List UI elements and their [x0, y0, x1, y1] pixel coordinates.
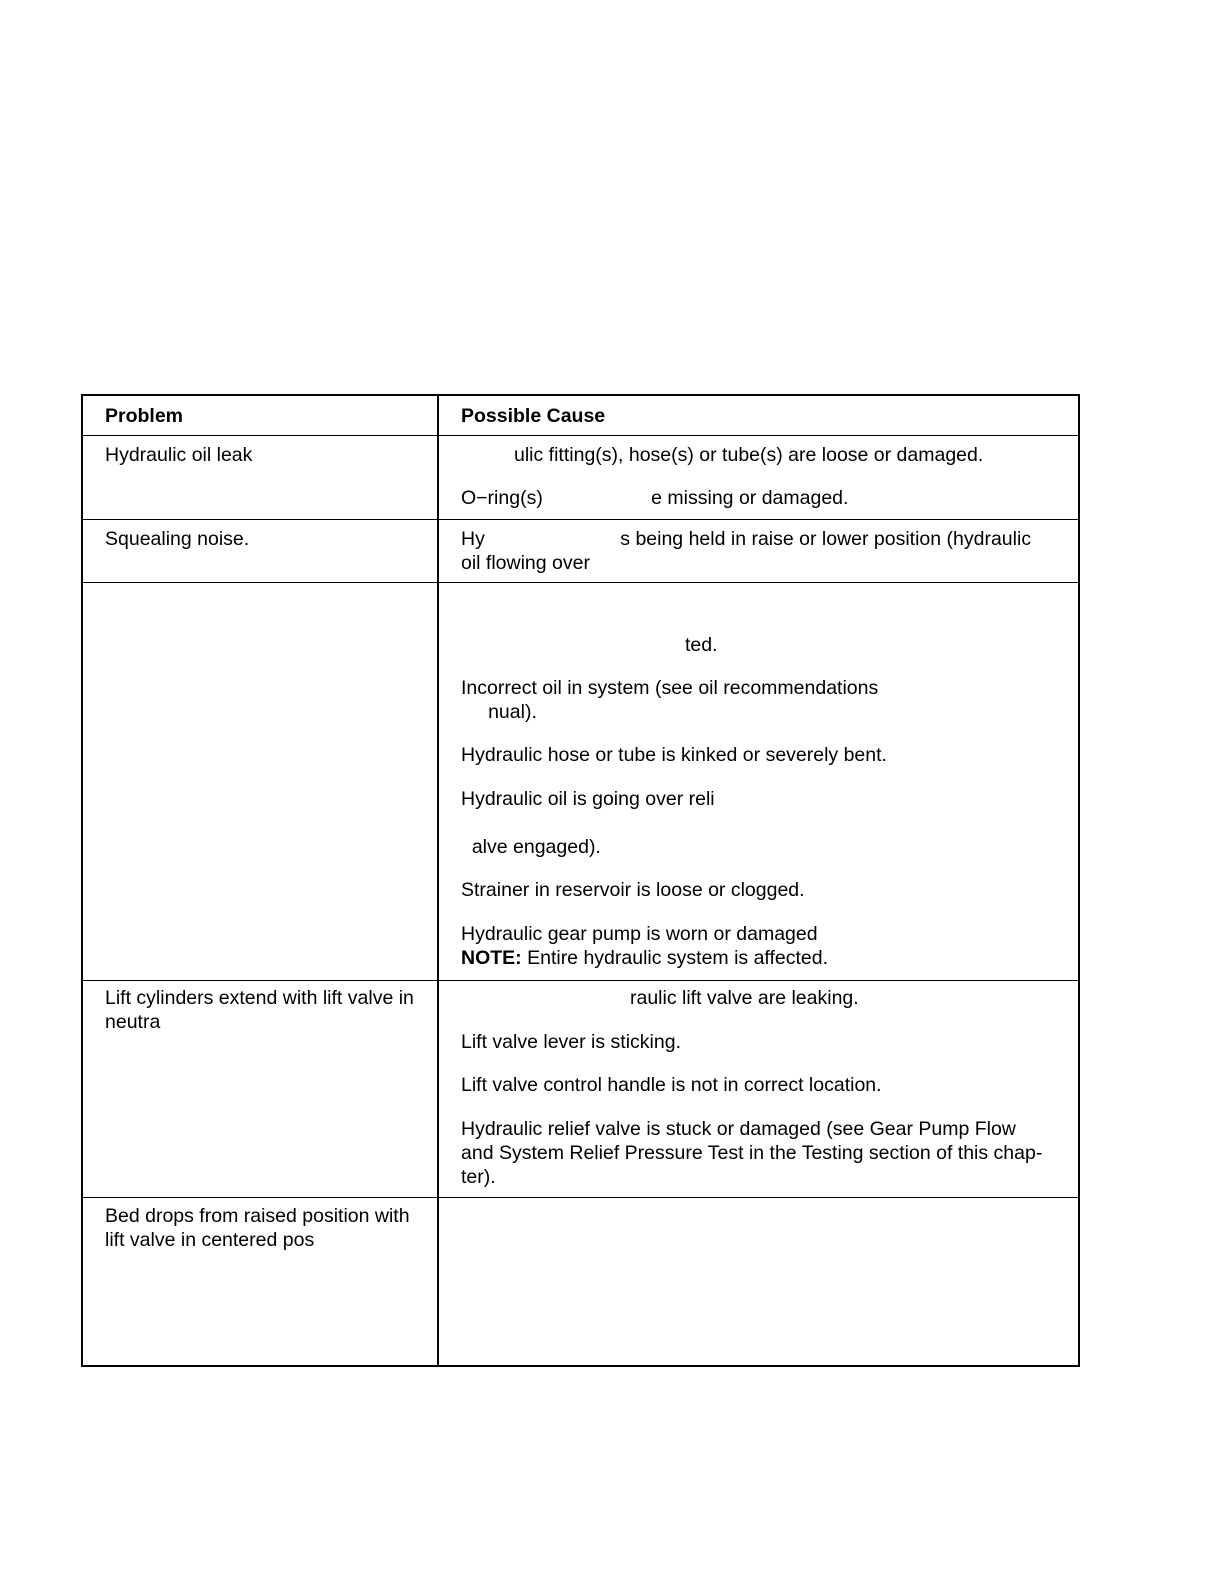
cause-cell — [439, 981, 1078, 1197]
cause-text: Hydraulic oil is going over reli — [461, 788, 715, 810]
cause-text: Lift valve control handle is not in correct location. — [461, 1074, 882, 1096]
problem-cell — [83, 583, 439, 980]
cause-text: Hy s being held in raise or lower position (hydraulic — [461, 528, 1032, 550]
problem-text: lift valve in centered pos — [105, 1229, 315, 1251]
cause-text: O−ring(s) e missing or damaged. — [461, 487, 849, 509]
table-row — [83, 519, 1078, 582]
header-problem-label: Problem — [105, 405, 184, 427]
cause-text: ted. — [685, 634, 718, 656]
cause-text: Lift valve lever is sticking. — [461, 1031, 681, 1053]
cause-text: Strainer in reservoir is loose or clogged. — [461, 879, 805, 901]
troubleshooting-table — [81, 394, 1080, 1367]
cause-text: alve engaged). — [461, 836, 601, 858]
problem-cell — [83, 520, 439, 582]
table-row — [83, 980, 1078, 1197]
table-row — [83, 582, 1078, 980]
problem-cell — [83, 436, 439, 519]
header-cause-cell — [439, 396, 1078, 435]
cause-cell — [439, 436, 1078, 519]
note-label: NOTE: — [461, 947, 522, 969]
cause-text: Hydraulic relief valve is stuck or damaged (see Gear Pump Flow — [461, 1118, 1016, 1140]
cause-text: and System Relief Pressure Test in the Testing section of this chap- — [461, 1142, 1043, 1164]
cause-text: ulic fitting(s), hose(s) or tube(s) are loose or damaged. — [514, 444, 984, 466]
cause-text: Hydraulic gear pump is worn or damaged — [461, 923, 818, 945]
problem-text: Lift cylinders extend with lift valve in — [105, 987, 414, 1009]
cause-text: nual). — [461, 701, 537, 723]
cause-cell — [439, 583, 1078, 980]
cause-text: raulic lift valve are leaking. — [630, 987, 859, 1009]
note-text: Entire hydraulic system is affected. — [521, 947, 829, 969]
table-header-row — [83, 396, 1078, 435]
cause-cell — [439, 520, 1078, 582]
cause-text: Hydraulic hose or tube is kinked or severely bent. — [461, 744, 887, 766]
header-cause-label: Possible Cause — [461, 405, 606, 427]
problem-cell — [83, 981, 439, 1197]
problem-text: Squealing noise. — [105, 528, 250, 550]
cause-cell — [439, 1198, 1078, 1365]
table-row — [83, 1197, 1078, 1365]
cause-text: oil flowing over — [461, 552, 590, 574]
table-row — [83, 435, 1078, 519]
problem-text: Hydraulic oil leak — [105, 444, 253, 466]
cause-text: ter). — [461, 1166, 496, 1188]
note-line — [461, 946, 828, 970]
problem-text: Bed drops from raised position with — [105, 1205, 410, 1227]
problem-cell — [83, 1198, 439, 1365]
cause-text: Incorrect oil in system (see oil recommendations — [461, 677, 879, 699]
header-problem-cell — [83, 396, 439, 435]
problem-text: neutra — [105, 1011, 161, 1033]
